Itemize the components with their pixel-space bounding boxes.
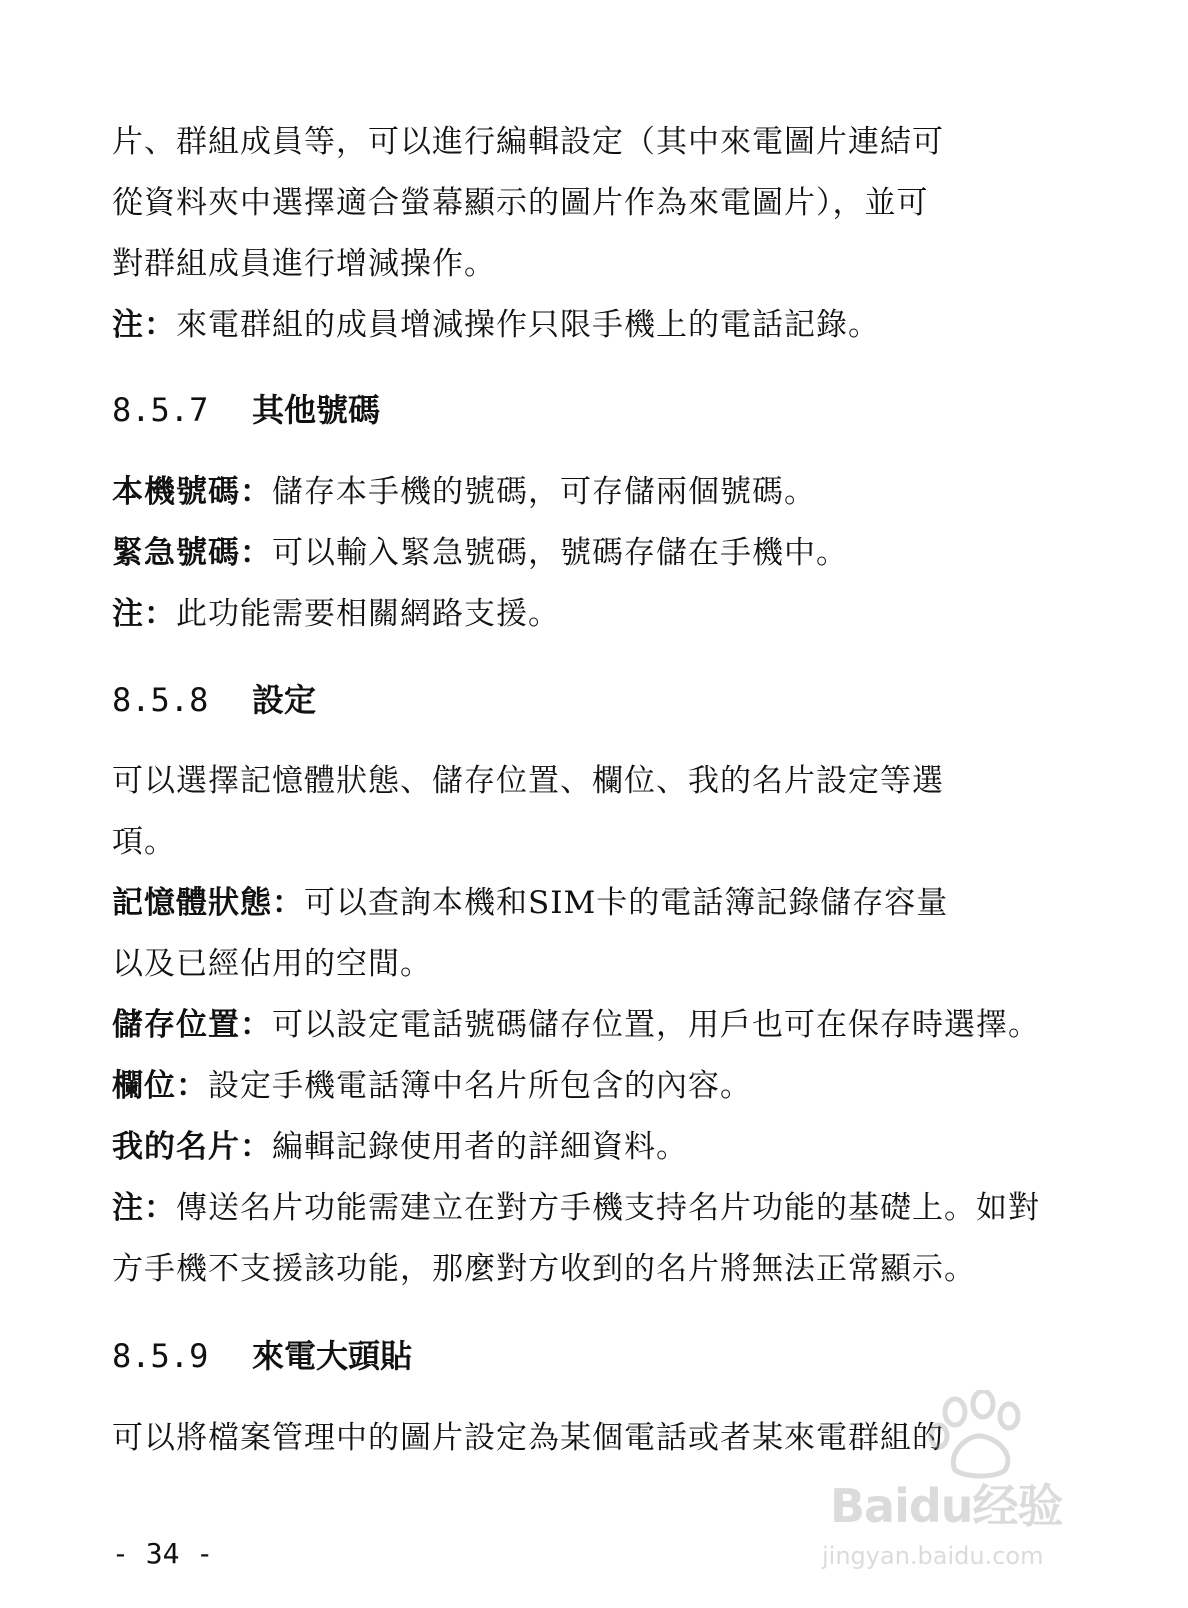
line-text: 來電群組的成員增減操作只限手機上的電話記錄。 [176, 307, 880, 343]
line-text: 儲存本手機的號碼，可存儲兩個號碼。 [272, 474, 816, 510]
section-title: 其他號碼 [252, 391, 381, 429]
line-text: 此功能需要相關網路支援。 [176, 596, 560, 632]
line-text: 從資料夾中選擇適合螢幕顯示的圖片作為來電圖片），並可 [112, 185, 929, 221]
section-number: 8.5.7 [112, 391, 209, 429]
paragraph-line [112, 822, 176, 862]
section-number: 8.5.8 [112, 681, 209, 719]
line-text: 可以設定電話號碼儲存位置，用戶也可在保存時選擇。 [272, 1007, 1040, 1043]
paragraph-line [112, 122, 944, 162]
line-text: 片、群組成員等，可以進行編輯設定（其中來電圖片連結可 [112, 124, 944, 160]
definition-line [112, 1127, 688, 1167]
watermark-brand: Baidu经验 [830, 1479, 1063, 1533]
line-text: 可以查詢本機和SIM卡的電話簿記錄儲存容量 [304, 885, 949, 921]
line-text: 編輯記錄使用者的詳細資料。 [272, 1129, 688, 1165]
section-number: 8.5.9 [112, 1337, 209, 1375]
note-line [112, 305, 880, 345]
line-prefix: 欄位： [112, 1068, 208, 1104]
line-text: 項。 [112, 824, 176, 860]
line-prefix: 注： [112, 307, 176, 343]
line-prefix: 記憶體狀態： [112, 885, 304, 921]
definition-line [112, 533, 848, 573]
section-title: 來電大頭貼 [252, 1337, 413, 1375]
note-line [112, 1188, 1040, 1228]
section-heading-8-5-9 [112, 1336, 412, 1376]
paragraph-line [112, 944, 432, 984]
definition-line [112, 1005, 1040, 1045]
line-text: 可以輸入緊急號碼，號碼存儲在手機中。 [272, 535, 848, 571]
page-number: - 34 - [112, 1537, 214, 1570]
watermark-url: jingyan.baidu.com [822, 1542, 1044, 1570]
definition-line [112, 1066, 752, 1106]
line-text: 對群組成員進行增減操作。 [112, 246, 496, 282]
line-text: 可以選擇記憶體狀態、儲存位置、欄位、我的名片設定等選 [112, 763, 944, 799]
line-prefix: 注： [112, 596, 176, 632]
line-text: 設定手機電話簿中名片所包含的內容。 [208, 1068, 752, 1104]
definition-line [112, 472, 816, 512]
definition-line [112, 883, 948, 923]
line-prefix: 緊急號碼： [112, 535, 272, 571]
section-heading-8-5-7 [112, 390, 380, 430]
paw-icon [925, 1390, 1035, 1480]
line-text: 方手機不支援該功能，那麼對方收到的名片將無法正常顯示。 [112, 1251, 976, 1287]
paragraph-line [112, 244, 496, 284]
line-prefix: 儲存位置： [112, 1007, 272, 1043]
paragraph-line [112, 1249, 976, 1289]
line-prefix: 本機號碼： [112, 474, 272, 510]
section-title: 設定 [252, 681, 317, 719]
paragraph-line [112, 761, 944, 801]
baidu-watermark [820, 1390, 1120, 1590]
line-prefix: 我的名片： [112, 1129, 272, 1165]
line-text: 傳送名片功能需建立在對方手機支持名片功能的基礎上。如對 [176, 1190, 1040, 1226]
line-text: 以及已經佔用的空間。 [112, 946, 432, 982]
section-heading-8-5-8 [112, 680, 316, 720]
note-line [112, 594, 560, 634]
line-prefix: 注： [112, 1190, 176, 1226]
line-text: 可以將檔案管理中的圖片設定為某個電話或者某來電群組的 [112, 1420, 944, 1456]
paragraph-line [112, 183, 929, 223]
